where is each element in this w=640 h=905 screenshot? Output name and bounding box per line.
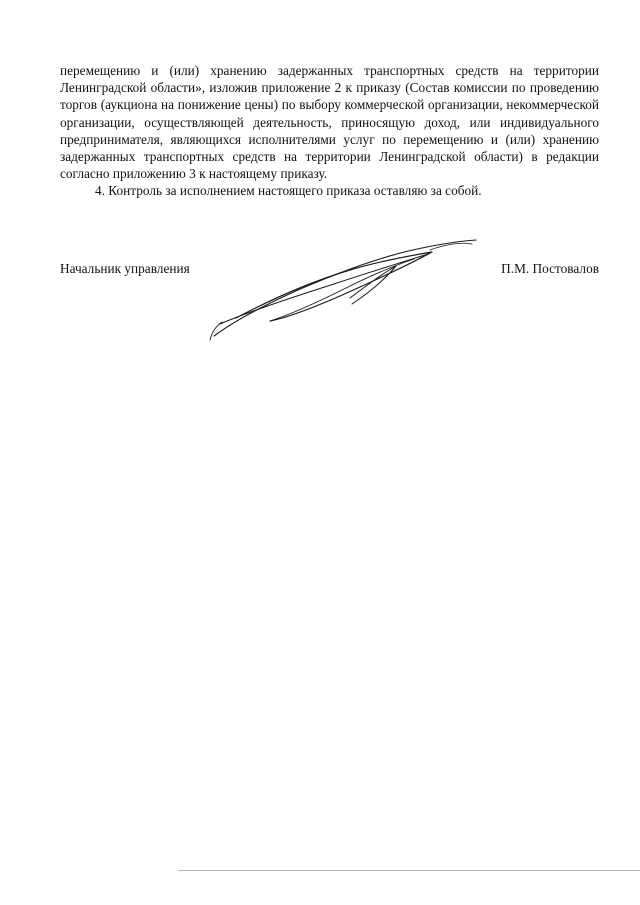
signatory-title: Начальник управления	[60, 261, 190, 276]
paragraph-item-4: 4. Контроль за исполнением настоящего приказа оставляю за собой.	[95, 183, 482, 199]
footer-divider	[178, 870, 640, 871]
document-body	[60, 62, 599, 200]
handwritten-signature	[200, 228, 490, 348]
signatory-name: П.М. Постовалов	[501, 261, 599, 276]
paragraph-continuation: перемещению и (или) хранению задержанных транспортных средств на территории Ленинградской области», изложив приложение 2 к приказу (Состав комиссии по проведению торгов (аукциона на понижение цены) по выбору коммерческой организации, некоммерческой организации, осуществляющей деятельность, приносящую доход, или индивидуального предпринимателя, являющихся исполнителями услуг по перемещению и (или) хранению задержанных транспортных средств на территории Ленинградской области) в редакции согласно приложению 3 к настоящему приказу.	[60, 63, 599, 182]
